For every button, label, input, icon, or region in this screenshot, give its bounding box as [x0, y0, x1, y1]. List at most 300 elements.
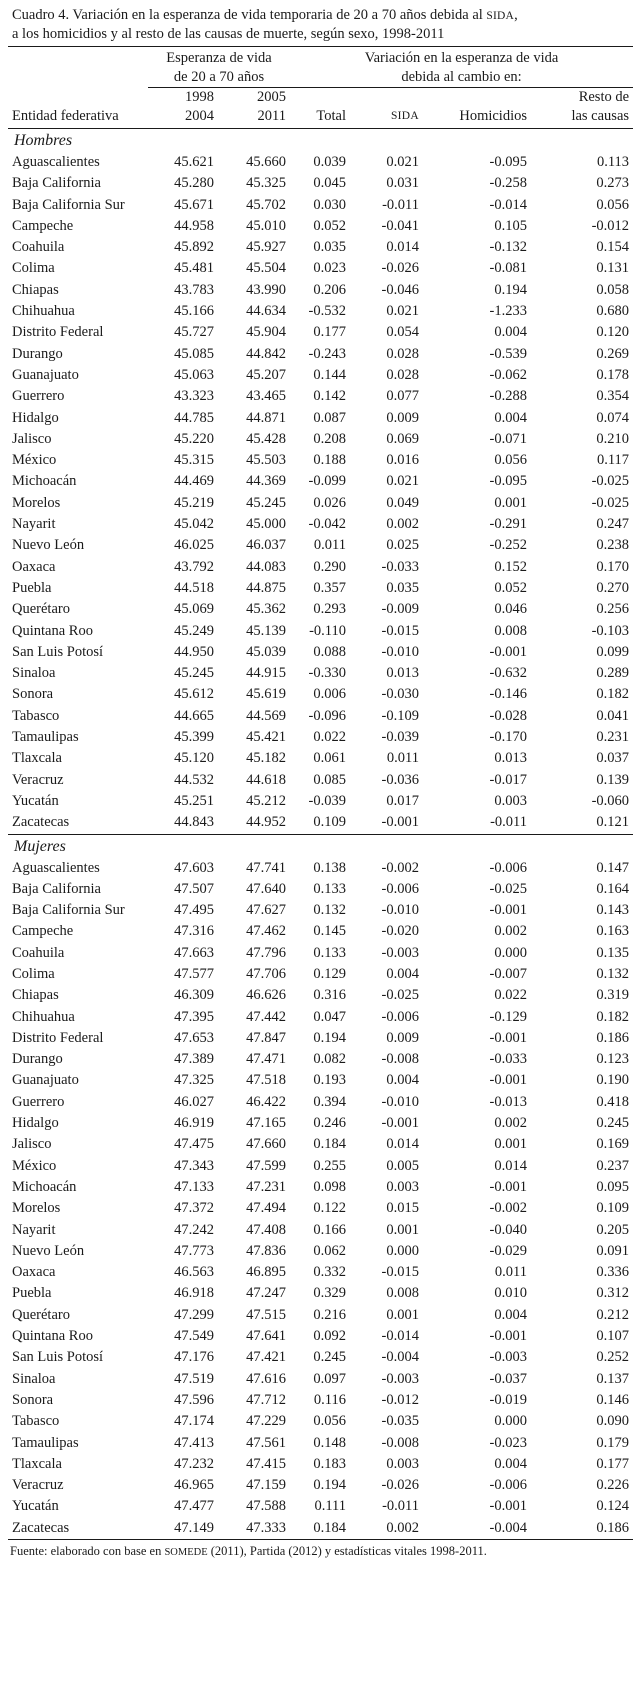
cell-resto: 0.247 [596, 516, 630, 533]
cell-total: 0.184 [290, 1518, 350, 1540]
cell-homicidios: 0.011 [494, 1264, 528, 1281]
table-row [8, 921, 633, 942]
cell-homicidios: -0.539 [489, 345, 528, 362]
cell-total: 0.098 [313, 1178, 347, 1195]
cell-entidad: Durango [12, 1051, 63, 1068]
table-row [8, 514, 633, 535]
cell-total: 0.045 [313, 175, 347, 192]
cell-resto: 0.226 [596, 1477, 630, 1494]
table-row [8, 216, 633, 237]
cell-resto: 0.120 [596, 324, 630, 341]
header-resto-line-2: las causas [531, 107, 633, 129]
cell-entidad: Baja California Sur [12, 196, 125, 213]
cell-entidad: Tabasco [12, 1413, 60, 1430]
table-row [8, 301, 633, 322]
cell-sida: 0.011 [386, 750, 420, 767]
cell-entidad: Nuevo León [12, 1242, 85, 1259]
table-row [8, 493, 633, 514]
table-row [8, 1177, 633, 1198]
cell-entidad: México [12, 452, 57, 469]
cell-homicidios: -0.288 [489, 388, 528, 405]
cell-total: -0.110 [309, 622, 347, 639]
data-table [8, 46, 633, 1540]
cell-resto: 0.154 [596, 239, 630, 256]
cell-sida: 0.002 [350, 1518, 423, 1540]
cell-sida: 0.015 [386, 1200, 420, 1217]
cell-esperanza-1998-2004: 44.843 [174, 814, 214, 831]
cell-esperanza-2005-2011: 45.660 [246, 154, 287, 170]
cell-esperanza-2005-2011: 47.518 [246, 1072, 287, 1089]
header-homicidios: Homicidios [423, 107, 531, 129]
cell-homicidios: -0.095 [489, 473, 528, 490]
table-row [8, 1028, 633, 1049]
cell-esperanza-2005-2011: 44.618 [246, 771, 287, 788]
header-esperanza-group: Esperanza de vida [148, 47, 290, 69]
cell-esperanza-1998-2004: 45.249 [174, 622, 214, 639]
cell-entidad: Puebla [12, 579, 52, 596]
cell-esperanza-1998-2004: 44.950 [174, 643, 214, 660]
cell-esperanza-1998-2004: 47.325 [174, 1072, 214, 1089]
table-row [8, 727, 633, 748]
table-row [8, 1198, 633, 1219]
cell-resto: 0.099 [596, 643, 630, 660]
cell-homicidios: 0.152 [494, 558, 528, 575]
cell-sida: -0.030 [381, 686, 420, 703]
cell-homicidios: 0.014 [494, 1157, 528, 1174]
cell-sida: 0.005 [386, 1157, 420, 1174]
cell-esperanza-2005-2011: 44.952 [246, 814, 287, 831]
cell-homicidios: -0.081 [489, 260, 528, 277]
cell-entidad: Baja California [12, 880, 101, 897]
cell-esperanza-1998-2004: 47.176 [174, 1349, 214, 1366]
cell-homicidios: -0.006 [489, 859, 528, 876]
cell-resto: 0.146 [596, 1391, 630, 1408]
cell-entidad: Chihuahua [12, 1008, 75, 1025]
cell-esperanza-2005-2011: 45.325 [246, 175, 287, 192]
cell-homicidios: -0.001 [489, 1072, 528, 1089]
cell-entidad: Chiapas [12, 987, 59, 1004]
cell-resto: 0.058 [596, 281, 630, 298]
caption-line-2: a los homicidios y al resto de las causas de muerte, según sexo, 1998-2011 [12, 26, 445, 42]
table-row [8, 1049, 633, 1070]
cell-homicidios: -0.014 [489, 196, 528, 213]
cell-resto: 0.190 [596, 1072, 630, 1089]
table-row [8, 964, 633, 985]
table-row [8, 195, 633, 216]
cell-homicidios: -0.033 [489, 1051, 528, 1068]
group-label: Hombres [14, 132, 73, 149]
cell-esperanza-2005-2011: 47.561 [246, 1434, 287, 1451]
cell-homicidios: -0.037 [489, 1370, 528, 1387]
table-row [8, 1433, 633, 1454]
header-period-1-start: 1998 [185, 89, 214, 105]
cell-resto: 0.137 [596, 1370, 630, 1387]
cell-esperanza-1998-2004: 47.519 [174, 1370, 214, 1387]
cell-esperanza-2005-2011: 44.842 [246, 345, 287, 362]
cell-entidad: Tlaxcala [12, 750, 62, 767]
cell-esperanza-2005-2011: 45.927 [246, 239, 287, 256]
cell-sida: -0.006 [381, 1008, 420, 1025]
cell-total: 0.085 [313, 771, 347, 788]
cell-sida: -0.003 [381, 1370, 420, 1387]
cell-entidad: México [12, 1157, 57, 1174]
cell-esperanza-1998-2004: 45.220 [174, 430, 214, 447]
cell-esperanza-1998-2004: 47.395 [174, 1008, 214, 1025]
cell-esperanza-2005-2011: 47.640 [246, 880, 287, 897]
cell-esperanza-2005-2011: 45.010 [246, 217, 287, 234]
cell-homicidios: 0.052 [494, 579, 528, 596]
cell-homicidios: -0.029 [489, 1242, 528, 1259]
table-row [8, 900, 633, 921]
cell-sida: 0.025 [386, 537, 420, 554]
cell-homicidios: 0.003 [494, 792, 528, 809]
cell-resto: 0.336 [596, 1264, 630, 1281]
cell-homicidios: -0.006 [489, 1477, 528, 1494]
cell-esperanza-2005-2011: 45.212 [246, 792, 287, 809]
header-period-2-end: 2011 [218, 107, 290, 129]
table-row [8, 471, 633, 492]
cell-esperanza-2005-2011: 44.871 [246, 409, 287, 426]
cell-sida: 0.021 [386, 303, 420, 320]
cell-esperanza-2005-2011: 45.421 [246, 729, 287, 746]
cell-esperanza-1998-2004: 47.232 [174, 1455, 214, 1472]
cell-homicidios: -0.019 [489, 1391, 528, 1408]
cell-esperanza-2005-2011: 47.588 [246, 1498, 287, 1515]
cell-esperanza-2005-2011: 47.836 [246, 1242, 287, 1259]
cell-resto: 0.135 [596, 944, 630, 961]
cell-entidad: Michoacán [12, 1178, 77, 1195]
cell-resto: 0.107 [596, 1328, 630, 1345]
table-row [8, 1007, 633, 1028]
cell-total: 0.087 [313, 409, 347, 426]
cell-esperanza-2005-2011: 47.442 [246, 1008, 287, 1025]
cell-homicidios: -0.004 [423, 1518, 531, 1540]
cell-resto: 0.132 [596, 965, 630, 982]
cell-entidad: Baja California Sur [12, 902, 125, 919]
table-row [8, 943, 633, 964]
cell-total: 0.316 [313, 987, 347, 1004]
cell-homicidios: -0.025 [489, 880, 528, 897]
cell-homicidios: 0.002 [494, 923, 528, 940]
header-variacion-subtitle: debida al cambio en: [290, 68, 633, 88]
cell-resto: 0.256 [596, 601, 630, 618]
cell-entidad: Aguascalientes [12, 154, 100, 170]
cell-resto: -0.103 [591, 622, 630, 639]
cell-esperanza-2005-2011: 45.504 [246, 260, 287, 277]
header-esperanza-subtitle: de 20 a 70 años [148, 68, 290, 88]
cell-resto: 0.319 [596, 987, 630, 1004]
cell-entidad: San Luis Potosí [12, 1349, 104, 1366]
cell-homicidios: -0.003 [489, 1349, 528, 1366]
cell-sida: 0.000 [386, 1242, 420, 1259]
cell-esperanza-2005-2011: 43.990 [246, 281, 287, 298]
table-row [8, 578, 633, 599]
cell-homicidios: -0.132 [489, 239, 528, 256]
cell-esperanza-1998-2004: 46.919 [174, 1115, 214, 1132]
cell-entidad: Coahuila [12, 239, 65, 256]
cell-total: 0.357 [313, 579, 347, 596]
cell-resto: 0.170 [596, 558, 630, 575]
cell-total: 0.129 [313, 965, 347, 982]
cell-esperanza-1998-2004: 45.481 [174, 260, 214, 277]
table-row [8, 1475, 633, 1496]
table-row [8, 1518, 633, 1540]
cell-homicidios: -0.017 [489, 771, 528, 788]
cell-sida: -0.010 [381, 1093, 420, 1110]
cell-esperanza-2005-2011: 47.421 [246, 1349, 287, 1366]
header-period-2-start: 2005 [257, 89, 287, 105]
cell-total: 0.022 [313, 729, 347, 746]
cell-sida: -0.001 [381, 1115, 420, 1132]
cell-esperanza-2005-2011: 47.796 [246, 944, 287, 961]
cell-resto: 0.212 [596, 1306, 630, 1323]
cell-esperanza-1998-2004: 47.475 [174, 1136, 214, 1153]
cell-homicidios: 0.194 [494, 281, 528, 298]
cell-total: 0.394 [313, 1093, 347, 1110]
cell-esperanza-1998-2004: 44.958 [174, 217, 214, 234]
table-row [8, 557, 633, 578]
cell-sida: -0.002 [381, 859, 420, 876]
cell-resto: 0.037 [596, 750, 630, 767]
cell-resto: 0.117 [596, 452, 630, 469]
cell-resto: 0.680 [596, 303, 630, 320]
table-row [8, 621, 633, 642]
cell-sida: -0.004 [381, 1349, 420, 1366]
cell-esperanza-1998-2004: 46.025 [174, 537, 214, 554]
cell-homicidios: -0.040 [489, 1221, 528, 1238]
cell-esperanza-1998-2004: 45.042 [174, 516, 214, 533]
cell-total: 0.011 [313, 537, 347, 554]
table-source-note: Fuente: elaborado con base en SOMEDE (2011), Partida (2012) y estadísticas vitales 1998-2011. [10, 1544, 487, 1558]
cell-entidad: Campeche [12, 217, 74, 234]
cell-total: -0.532 [308, 303, 347, 320]
cell-esperanza-1998-2004: 47.495 [174, 902, 214, 919]
cell-resto: 0.143 [596, 902, 630, 919]
cell-total: 0.255 [313, 1157, 347, 1174]
cell-esperanza-2005-2011: 45.702 [246, 196, 287, 213]
cell-resto: 0.056 [596, 196, 630, 213]
cell-resto: 0.182 [596, 686, 630, 703]
cell-esperanza-1998-2004: 47.653 [174, 1029, 214, 1046]
cell-esperanza-1998-2004: 44.785 [174, 409, 214, 426]
cell-sida: 0.003 [386, 1178, 420, 1195]
cell-entidad: Jalisco [12, 430, 52, 447]
cell-esperanza-1998-2004: 45.612 [174, 686, 214, 703]
cell-entidad: Colima [12, 965, 55, 982]
cell-sida: 0.001 [386, 1221, 420, 1238]
cell-sida: 0.009 [386, 409, 420, 426]
cell-sida: 0.021 [386, 473, 420, 490]
cell-esperanza-2005-2011: 44.875 [246, 579, 287, 596]
cell-esperanza-2005-2011: 47.641 [246, 1328, 287, 1345]
cell-resto: 0.164 [596, 880, 630, 897]
cell-homicidios: 0.000 [494, 1413, 528, 1430]
cell-resto: 0.113 [596, 154, 630, 170]
cell-entidad: Guerrero [12, 388, 65, 405]
cell-total: 0.122 [313, 1200, 347, 1217]
table-row [8, 1326, 633, 1347]
cell-esperanza-2005-2011: 47.616 [246, 1370, 287, 1387]
table-row [8, 258, 633, 279]
cell-total: 0.023 [313, 260, 347, 277]
cell-sida: -0.026 [381, 260, 420, 277]
cell-esperanza-1998-2004: 47.133 [174, 1178, 214, 1195]
cell-sida: 0.003 [386, 1455, 420, 1472]
table-row [8, 770, 633, 791]
cell-sida: 0.028 [386, 366, 420, 383]
cell-sida: -0.025 [381, 987, 420, 1004]
cell-resto: 0.269 [596, 345, 630, 362]
cell-homicidios: 0.004 [494, 324, 528, 341]
cell-sida: -0.010 [381, 643, 420, 660]
cell-esperanza-1998-2004: 47.477 [174, 1498, 214, 1515]
cell-sida: -0.010 [381, 902, 420, 919]
group-row-hombres [8, 129, 633, 153]
cell-sida: -0.008 [381, 1434, 420, 1451]
table-body [8, 129, 633, 1540]
cell-homicidios: -0.071 [489, 430, 528, 447]
cell-total: 0.052 [313, 217, 347, 234]
cell-resto: 0.312 [596, 1285, 630, 1302]
cell-entidad: Zacatecas [8, 1518, 148, 1540]
cell-resto: 0.041 [596, 707, 630, 724]
table-row [8, 365, 633, 386]
group-label: Mujeres [8, 834, 633, 858]
table-caption [12, 6, 635, 43]
cell-sida: -0.012 [381, 1391, 420, 1408]
cell-homicidios: 0.000 [494, 944, 528, 961]
cell-entidad: Nayarit [12, 1221, 56, 1238]
cell-esperanza-1998-2004: 47.389 [174, 1051, 214, 1068]
cell-esperanza-2005-2011: 47.415 [246, 1455, 287, 1472]
cell-total: 0.047 [313, 1008, 347, 1025]
cell-sida: -0.033 [381, 558, 420, 575]
cell-esperanza-1998-2004: 45.399 [174, 729, 214, 746]
cell-total: 0.145 [313, 923, 347, 940]
cell-esperanza-1998-2004: 47.316 [174, 923, 214, 940]
cell-esperanza-1998-2004: 44.665 [174, 707, 214, 724]
cell-entidad: Querétaro [12, 1306, 70, 1323]
cell-entidad: Tamaulipas [12, 1434, 79, 1451]
header-resto-line-1: Resto de [578, 89, 630, 105]
cell-total: 0.088 [313, 643, 347, 660]
cell-resto: 0.163 [596, 923, 630, 940]
cell-resto: 0.179 [596, 1434, 630, 1451]
cell-homicidios: -0.291 [489, 516, 528, 533]
table-row [8, 1347, 633, 1368]
cell-resto: 0.182 [596, 1008, 630, 1025]
table-row [8, 1156, 633, 1177]
cell-total: 0.290 [313, 558, 347, 575]
cell-entidad: Sonora [12, 686, 54, 703]
cell-resto: 0.091 [596, 1242, 630, 1259]
cell-entidad: Morelos [12, 494, 61, 511]
cell-sida: -0.015 [381, 1264, 420, 1281]
cell-esperanza-1998-2004: 45.280 [174, 175, 214, 192]
cell-homicidios: -0.001 [489, 902, 528, 919]
cell-esperanza-1998-2004: 47.299 [174, 1306, 214, 1323]
header-sida: SIDA [350, 107, 423, 129]
cell-homicidios: 0.008 [494, 622, 528, 639]
cell-total: 0.194 [313, 1477, 347, 1494]
cell-total: 0.329 [313, 1285, 347, 1302]
cell-total: 0.246 [313, 1115, 347, 1132]
cell-homicidios: -0.001 [489, 1029, 528, 1046]
cell-entidad: Guanajuato [12, 366, 79, 383]
cell-resto: 0.177 [596, 1455, 630, 1472]
cell-resto: 0.109 [596, 1200, 630, 1217]
cell-total: 0.133 [313, 880, 347, 897]
cell-esperanza-2005-2011: 47.471 [246, 1051, 287, 1068]
cell-esperanza-1998-2004: 45.063 [174, 366, 214, 383]
cell-entidad: Morelos [12, 1200, 61, 1217]
cell-entidad: Hidalgo [12, 1115, 59, 1132]
cell-entidad: Veracruz [12, 771, 64, 788]
cell-resto: 0.131 [596, 260, 630, 277]
cell-total: 0.132 [313, 902, 347, 919]
cell-total: -0.096 [308, 707, 347, 724]
cell-esperanza-2005-2011: 45.503 [246, 452, 287, 469]
cell-sida: 0.014 [386, 239, 420, 256]
cell-esperanza-1998-2004: 47.603 [174, 859, 214, 876]
cell-resto: 0.273 [596, 175, 630, 192]
cell-esperanza-1998-2004: 45.621 [174, 154, 214, 170]
table-row [8, 1070, 633, 1091]
cell-resto: 0.124 [596, 1498, 630, 1515]
cell-entidad: San Luis Potosí [12, 643, 104, 660]
table-row [8, 985, 633, 1006]
cell-sida: -0.003 [381, 944, 420, 961]
table-row [8, 1113, 633, 1134]
cell-sida: 0.004 [386, 965, 420, 982]
cell-entidad: Distrito Federal [12, 1029, 104, 1046]
cell-entidad: Sinaloa [12, 1370, 56, 1387]
cell-sida: 0.054 [386, 324, 420, 341]
cell-total: 0.035 [313, 239, 347, 256]
cell-total: 0.332 [313, 1264, 347, 1281]
cell-entidad: Querétaro [12, 601, 70, 618]
cell-esperanza-1998-2004: 45.892 [174, 239, 214, 256]
cell-esperanza-2005-2011: 45.362 [246, 601, 287, 618]
cell-esperanza-1998-2004: 46.918 [174, 1285, 214, 1302]
cell-entidad: Chihuahua [12, 303, 75, 320]
cell-total: -0.243 [308, 345, 347, 362]
cell-esperanza-1998-2004: 47.174 [174, 1413, 214, 1430]
cell-esperanza-2005-2011: 46.422 [246, 1093, 287, 1110]
cell-esperanza-2005-2011: 45.182 [246, 750, 287, 767]
cell-total: 0.056 [313, 1413, 347, 1430]
cell-resto: 0.074 [596, 409, 630, 426]
cell-resto: -0.060 [591, 792, 630, 809]
cell-homicidios: 0.013 [494, 750, 528, 767]
cell-sida: 0.002 [386, 516, 420, 533]
table-row [8, 599, 633, 620]
cell-esperanza-2005-2011: 47.229 [246, 1413, 287, 1430]
table-row [8, 1241, 633, 1262]
cell-homicidios: -0.258 [489, 175, 528, 192]
cell-homicidios: -0.002 [489, 1200, 528, 1217]
cell-homicidios: 0.004 [494, 1455, 528, 1472]
cell-homicidios: 0.002 [494, 1115, 528, 1132]
cell-entidad: Yucatán [12, 1498, 59, 1515]
cell-total: 0.193 [313, 1072, 347, 1089]
cell-resto: 0.252 [596, 1349, 630, 1366]
table-row [8, 791, 633, 812]
cell-sida: 0.014 [386, 1136, 420, 1153]
cell-homicidios: -0.013 [489, 1093, 528, 1110]
cell-total: 0.116 [313, 1391, 347, 1408]
cell-resto: 0.169 [596, 1136, 630, 1153]
